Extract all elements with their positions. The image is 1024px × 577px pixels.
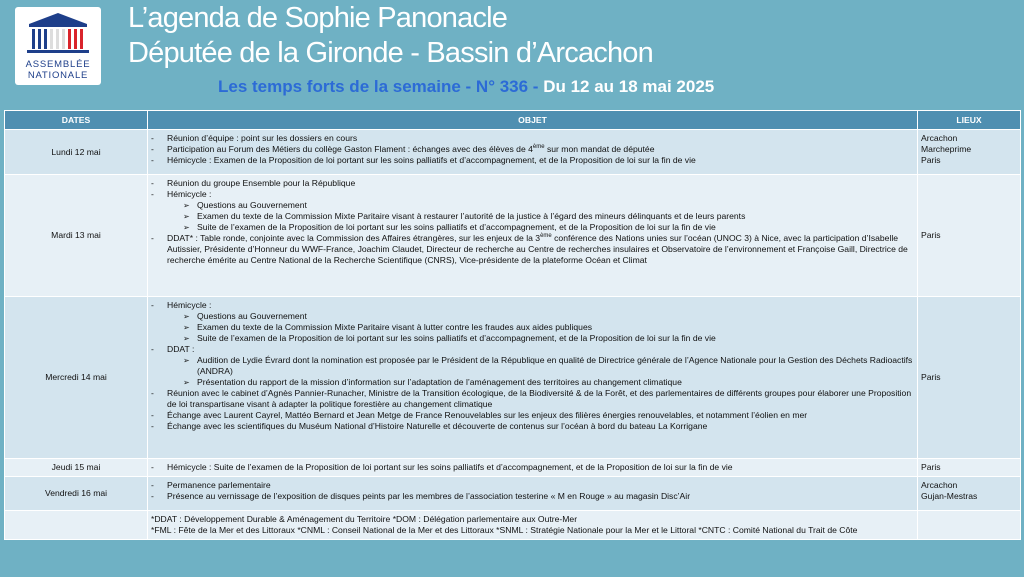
page-title: L’agenda de Sophie Panonacle — [128, 2, 508, 34]
agenda-row — [5, 477, 1021, 511]
column-header-lieux: LIEUX — [918, 111, 1021, 130]
place-name: Paris — [921, 155, 941, 165]
place-name: Marcheprime — [921, 144, 972, 154]
sub-list — [167, 355, 914, 388]
ordinal-suffix: ème — [532, 144, 545, 151]
objet-cell — [148, 459, 918, 477]
agenda-item-text: Hémicycle : — [167, 300, 212, 310]
agenda-item-text: DDAT : — [167, 344, 195, 354]
footnote-cell — [148, 511, 918, 540]
agenda-item — [151, 388, 914, 410]
lieux-cell — [918, 297, 1021, 459]
footnote-line-1: *DDAT : Développement Durable & Aménagement du Territoire *DOM : Délégation parlementaire aux Outre-Mer — [151, 514, 578, 524]
place-name: Paris — [921, 230, 941, 240]
date-cell: Mardi 13 mai — [5, 175, 148, 297]
agenda-item-text-end: conférence des Nations unies sur l’océan (UNOC 3) à Nice, avec la participation d’Isabelle Autissier, Présidente d’Honneur du WWF-France, Joachim Claudet, Directeur de recherche au Centre de recherches insulaires et Observatoire de l’environnement et Françoise Gaill, Directrice de recherche émérite au Centre National de la Recherche Scientifique (CNRS), Vice-présidente de la plateforme Océan et Climat — [167, 233, 908, 265]
week-label: Les temps forts de la semaine - N° 336 - — [218, 77, 539, 96]
table-header-row — [5, 111, 1021, 130]
agenda-row — [5, 175, 1021, 297]
agenda-item-text: Hémicycle : Examen de la Proposition de loi portant sur les soins palliatifs et d’accompagnement, et de la Proposition de loi sur la fin de vie — [167, 155, 696, 165]
sub-item: ➢ Suite de l’examen de la Proposition de loi portant sur les soins palliatifs et d’accompagnement, et de la Proposition de loi sur la fin de vie — [167, 222, 914, 233]
objet-cell — [148, 297, 918, 459]
place-name: Arcachon — [921, 133, 958, 143]
agenda-item-text: Échange avec les scientifiques du Muséum National d’Histoire Naturelle et découverte de contenus sur l’océan à bord du bateau La Korrigane — [167, 421, 708, 431]
objet-list — [151, 462, 914, 473]
agenda-body — [5, 130, 1021, 511]
column-header-objet: OBJET — [148, 111, 918, 130]
agenda-item-text: Hémicycle : Suite de l’examen de la Proposition de loi portant sur les soins palliatifs et d’accompagnement, et de la Proposition de loi sur la fin de vie — [167, 462, 733, 472]
page-header — [0, 0, 1024, 108]
agenda-item — [151, 491, 914, 502]
sub-list — [167, 200, 914, 233]
lieux-cell — [918, 130, 1021, 175]
sub-item: ➢ Examen du texte de la Commission Mixte Paritaire visant à lutter contre les fraudes aux aides publiques — [167, 322, 914, 333]
footnote-empty-cell — [918, 511, 1021, 540]
ordinal-suffix: ème — [540, 233, 552, 240]
agenda-item-text: Hémicycle : — [167, 189, 212, 199]
footnote-row — [5, 511, 1021, 540]
lieux-cell — [918, 175, 1021, 297]
agenda-item-text: Réunion du groupe Ensemble pour la République — [167, 178, 356, 188]
agenda-item — [151, 189, 914, 233]
agenda-item — [151, 344, 914, 388]
agenda-item-text: Échange avec Laurent Cayrel, Mattéo Bernard et Jean Metge de France Renouvelables sur les enjeux des filières énergies renouvelables, et notamment l’éolien en mer — [167, 410, 808, 420]
objet-cell — [148, 477, 918, 511]
agenda-item — [151, 462, 914, 473]
agenda-item-text: Réunion avec le cabinet d’Agnès Pannier-Runacher, Ministre de la Transition écologique, de la Biodiversité & de la Forêt, et des parlementaires de différents groupes pour élaborer une Proposition de loi transpartisane visant à adapter la politique forestière au changement climatique — [167, 388, 912, 409]
agenda-row — [5, 130, 1021, 175]
agenda-item-text: Réunion d’équipe : point sur les dossiers en cours — [167, 133, 358, 143]
agenda-item-text: Participation au Forum des Métiers du collège Gaston Flament : échanges avec des élèves de 4 — [167, 144, 533, 154]
agenda-item — [151, 178, 914, 189]
objet-cell — [148, 175, 918, 297]
date-cell: Vendredi 16 mai — [5, 477, 148, 511]
logo-line-2: NATIONALE — [27, 70, 89, 81]
place-name: Paris — [921, 372, 941, 382]
week-subtitle — [218, 77, 714, 97]
agenda-item — [151, 410, 914, 421]
agenda-item — [151, 133, 914, 144]
hemicycle-building-icon — [23, 10, 93, 56]
sub-item: ➢ Examen du texte de la Commission Mixte Paritaire visant à restaurer l’autorité de la justice à l’égard des mineurs délinquants et de leurs parents — [167, 211, 914, 222]
agenda-item-text: DDAT* : Table ronde, conjointe avec la Commission des Affaires étrangères, sur les enjeux de la 3 — [167, 233, 541, 243]
footnote-line-2: *FML : Fête de la Mer et des Littoraux *CNML : Conseil National de la Mer et des Littoraux *SNML : Stratégie Nationale pour la Mer et le Littoral *CNTC : Comité National du Trait de Côte — [151, 525, 858, 535]
agenda-item — [151, 155, 914, 166]
logo-line-1: ASSEMBLÉE — [25, 59, 91, 70]
lieux-cell — [918, 459, 1021, 477]
objet-list — [151, 133, 914, 166]
agenda-row — [5, 459, 1021, 477]
date-cell: Mercredi 14 mai — [5, 297, 148, 459]
date-cell: Lundi 12 mai — [5, 130, 148, 175]
sub-item: ➢ Présentation du rapport de la mission d’information sur l’adaptation de l’aménagement des territoires au changement climatique — [167, 377, 914, 388]
agenda-row — [5, 297, 1021, 459]
footnote-empty-cell — [5, 511, 148, 540]
agenda-item-text-end: sur mon mandat de députée — [544, 144, 655, 154]
sub-item: ➢ Questions au Gouvernement — [167, 200, 914, 211]
sub-item: ➢ Audition de Lydie Évrard dont la nomination est proposée par le Président de la République en qualité de Directrice générale de l’Agence Nationale pour la Gestion des Déchets Radioactifs (ANDRA) — [167, 355, 914, 377]
agenda-item — [151, 300, 914, 344]
sub-item: ➢ Questions au Gouvernement — [167, 311, 914, 322]
agenda-item — [151, 144, 914, 155]
week-dates: Du 12 au 18 mai 2025 — [543, 77, 715, 96]
agenda-item-text: Permanence parlementaire — [167, 480, 271, 490]
agenda-item — [151, 421, 914, 432]
objet-list — [151, 178, 914, 266]
page-subtitle-title: Députée de la Gironde - Bassin d’Arcachon — [128, 37, 653, 69]
date-cell: Jeudi 15 mai — [5, 459, 148, 477]
place-name: Arcachon — [921, 480, 958, 490]
place-name: Paris — [921, 462, 941, 472]
agenda-item-text: Présence au vernissage de l’exposition de disques peints par les membres de l’association testerine « M en Rouge » au magasin Disc’Air — [167, 491, 691, 501]
assemblee-nationale-logo — [15, 7, 101, 85]
objet-list — [151, 480, 914, 502]
sub-list — [167, 311, 914, 344]
agenda-item — [151, 480, 914, 491]
place-name: Gujan-Mestras — [921, 491, 978, 501]
column-header-dates: DATES — [5, 111, 148, 130]
sub-item: ➢ Suite de l’examen de la Proposition de loi portant sur les soins palliatifs et d’accompagnement, et de la Proposition de loi sur la fin de vie — [167, 333, 914, 344]
agenda-item — [151, 233, 914, 266]
lieux-cell — [918, 477, 1021, 511]
objet-cell — [148, 130, 918, 175]
agenda-table — [4, 110, 1021, 540]
objet-list — [151, 300, 914, 432]
